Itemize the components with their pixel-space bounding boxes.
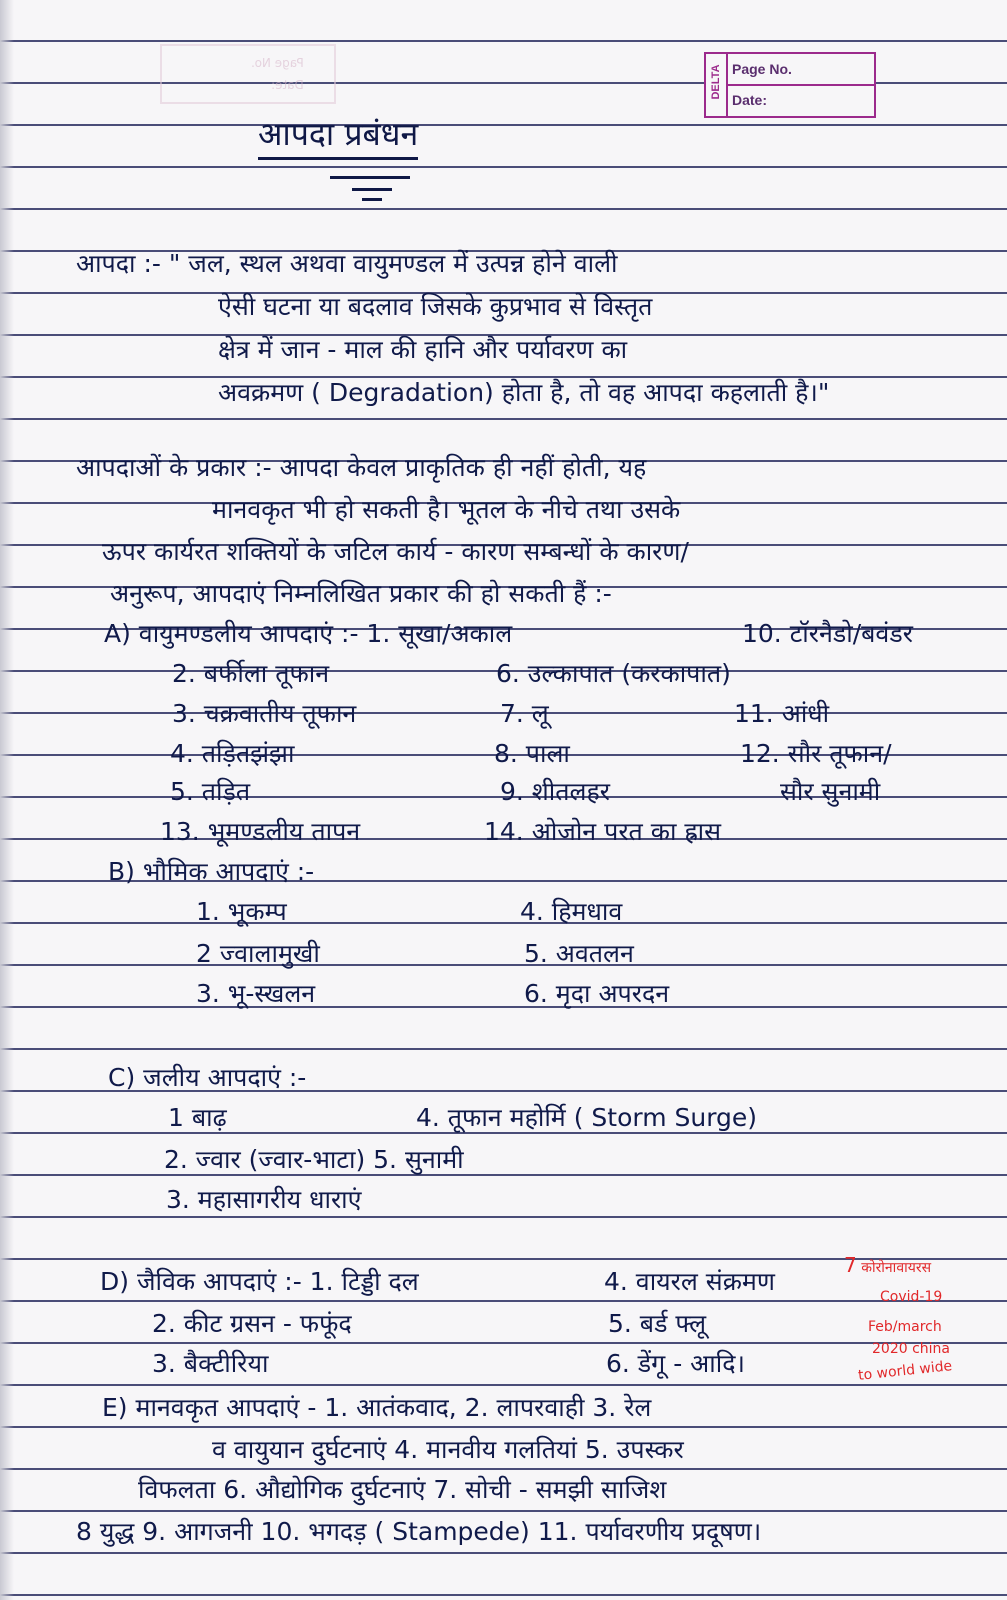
covid-note-marker: 7 (844, 1253, 857, 1277)
stamp-brand: DELTA (706, 54, 728, 116)
section-c-heading: C) जलीय आपदाएं :- (108, 1063, 307, 1092)
section-d-item: 2. कीट ग्रसन - फफूंद (152, 1309, 352, 1338)
section-b-item: 5. अवतलन (524, 939, 634, 968)
date-label: Date: (732, 92, 768, 108)
section-b-item: 4. हिमधाव (520, 897, 623, 926)
types-intro-line: आपदाओं के प्रकार :- आपदा केवल प्राकृतिक ही नहीं होती, यह (76, 453, 647, 482)
section-a-item: 3. चक्रवातीय तूफान (172, 699, 357, 728)
page-title: आपदा प्रबंधन (258, 112, 418, 160)
definition-line: अवक्रमण ( Degradation) होता है, तो वह आपदा कहलाती है।" (218, 378, 830, 407)
section-a-item: 8. पाला (494, 739, 570, 768)
section-a-item: 2. बर्फीला तूफान (172, 659, 330, 688)
section-a-item: 9. शीतलहर (500, 777, 610, 806)
section-c-item: 4. तूफान महोर्मि ( Storm Surge) (416, 1103, 758, 1132)
section-e-line: 8 युद्ध 9. आगजनी 10. भगदड़ ( Stampede) 11. पर्यावरणीय प्रदूषण। (76, 1517, 762, 1546)
section-a-item: 12. सौर तूफान/ (740, 739, 892, 768)
title-underline-mark (352, 188, 392, 191)
section-b-item: 1. भूकम्प (196, 897, 287, 926)
section-e-line: विफलता 6. औद्योगिक दुर्घटनाएं 7. सोची - समझी साजिश (138, 1475, 667, 1504)
section-a-item: 11. आंधी (734, 699, 830, 728)
types-intro-line: ऊपर कार्यरत शक्तियों के जटिल कार्य - कारण सम्बन्धों के कारण/ (102, 537, 689, 566)
section-b-item: 6. मृदा अपरदन (524, 979, 670, 1008)
section-d-item: 4. वायरल संक्रमण (604, 1267, 775, 1296)
section-a-item: 14. ओजोन परत का ह्रास (484, 817, 722, 846)
definition-line: क्षेत्र में जान - माल की हानि और पर्यावरण का (218, 335, 628, 364)
section-a-item: 4. तड़ितझंझा (170, 739, 295, 768)
page-no-label: Page No. (728, 54, 874, 86)
section-a-item: 5. तड़ित (170, 777, 251, 806)
page-binding-shadow (0, 0, 14, 1600)
section-b-item: 3. भू-स्खलन (196, 979, 316, 1008)
page-date-stamp (704, 52, 876, 118)
section-e-line: E) मानवकृत आपदाएं - 1. आतंकवाद, 2. लापरवाही 3. रेल (102, 1393, 652, 1422)
section-e-line: व वायुयान दुर्घटनाएं 4. मानवीय गलतियां 5. उपस्कर (212, 1435, 684, 1464)
section-a-item: 13. भूमण्डलीय तापन (160, 817, 361, 846)
bleed-through-text: Page No. Date: (251, 56, 304, 92)
section-c-item: 3. महासागरीय धाराएं (166, 1185, 362, 1214)
section-a-heading: A) वायुमण्डलीय आपदाएं :- 1. सूखा/अकाल (104, 619, 513, 648)
section-d-item: 3. बैक्टीरिया (152, 1349, 269, 1378)
covid-note-line: Feb/march (868, 1319, 942, 1335)
bleed-through-stamp (160, 44, 336, 104)
types-intro-line: अनुरूप, आपदाएं निम्नलिखित प्रकार की हो सकती हैं :- (110, 579, 612, 608)
covid-note-line: 2020 china (872, 1341, 950, 1357)
definition-line: ऐसी घटना या बदलाव जिसके कुप्रभाव से विस्तृत (218, 292, 653, 321)
section-d-item: 5. बर्ड फ्लू (608, 1309, 707, 1338)
covid-note-line: Covid-19 (880, 1289, 943, 1305)
section-b-heading: B) भौमिक आपदाएं :- (108, 857, 315, 886)
section-a-item: 7. लू (500, 699, 549, 728)
section-c-item: 2. ज्वार (ज्वार-भाटा) 5. सुनामी (164, 1145, 464, 1174)
covid-side-note (844, 1253, 932, 1277)
section-b-item: 2 ज्वालामुखी (196, 939, 320, 968)
section-a-item: सौर सुनामी (780, 777, 881, 806)
covid-note-line: कोरोनावायरस (861, 1260, 932, 1276)
section-d-item: 6. डेंगू - आदि। (606, 1349, 745, 1378)
covid-note-line: to world wide (857, 1358, 953, 1384)
title-underline-mark (330, 176, 410, 179)
title-underline-mark (362, 198, 382, 201)
section-c-item: 1 बाढ़ (168, 1103, 227, 1132)
section-a-item: 10. टॉरनैडो/बवंडर (742, 619, 913, 648)
section-d-heading: D) जैविक आपदाएं :- 1. टिड्डी दल (100, 1267, 419, 1296)
types-intro-line: मानवकृत भी हो सकती है। भूतल के नीचे तथा उसके (212, 495, 681, 524)
section-a-item: 6. उल्कापात (करकापात) (496, 659, 731, 688)
definition-line: आपदा :- " जल, स्थल अथवा वायुमण्डल में उत्पन्न होने वाली (76, 249, 618, 278)
